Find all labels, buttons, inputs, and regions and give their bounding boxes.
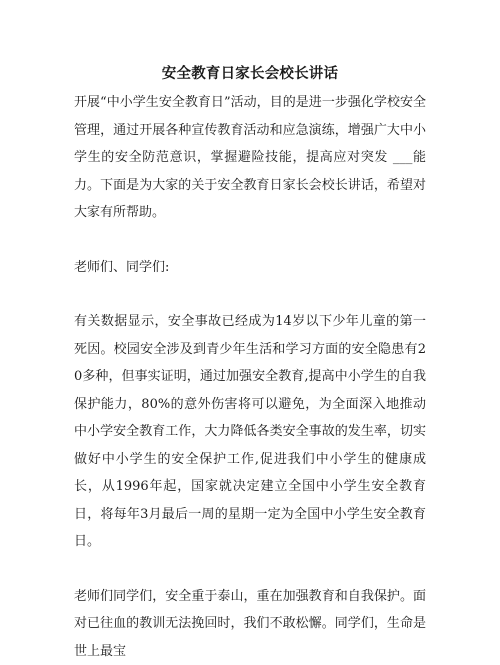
paragraph-spacer <box>74 227 426 254</box>
document-title: 安全教育日家长会校长讲话 <box>74 62 426 86</box>
paragraph-spacer <box>74 556 426 583</box>
statistics-paragraph: 有关数据显示，安全事故已经成为14岁以下少年儿童的第一死因。校园安全涉及到青少年生活和学习方面的安全隐患有20多种，但事实证明，通过加强安全教育,提高中小学生的自我保护能力，80%的意外伤害将可以避免，为全面深入地推动中小学安全教育工作，大力降低各类安全事故的发生率，切实做好中小学生的安全保护工作,促进我们中小学生的健康成长，从1996年起，国家就决定建立全国中小学生安全教育日，将每年3月最后一周的星期一定为全国中小学生安全教育日。 <box>74 308 426 556</box>
intro-paragraph: 开展“中小学生安全教育日”活动，目的是进一步强化学校安全管理，通过开展各种宣传教育活动和应急演练，增强广大中小学生的安全防范意识，掌握避险技能，提高应对突发 ___能力。下面是为大家的关于安全教育日家长会校长讲话，希望对大家有所帮助。 <box>74 89 426 227</box>
salutation-paragraph: 老师们、同学们: <box>74 254 426 282</box>
paragraph-spacer <box>74 281 426 308</box>
closing-paragraph: 老师们同学们，安全重于泰山，重在加强教育和自我保护。面对已往血的教训无法挽回时，我们不敢松懈。同学们，生命是世上最宝 <box>74 583 426 665</box>
